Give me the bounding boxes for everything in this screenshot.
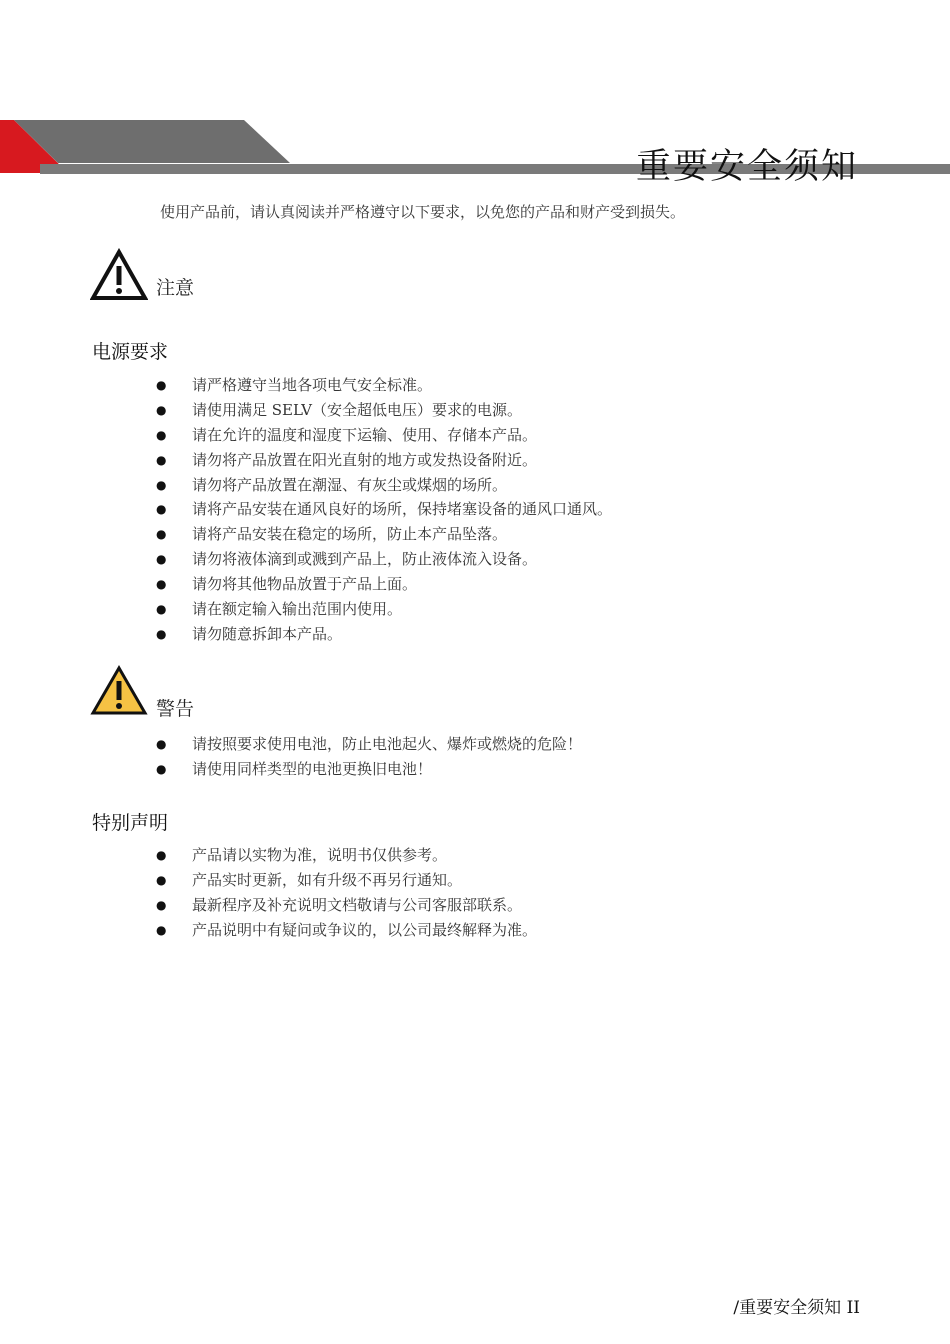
list-item (156, 757, 582, 782)
bullet-icon: ● (156, 848, 167, 862)
special-section-heading: 特别声明 (92, 812, 169, 834)
list-item (156, 572, 612, 597)
list-item (156, 622, 612, 647)
list-item-text: 请按照要求使用电池，防止电池起火、爆炸或燃烧的危险！ (192, 735, 583, 753)
list-item (156, 597, 612, 622)
list-item-text: 最新程序及补充说明文档敬请与公司客服部联系。 (192, 895, 523, 914)
list-item (156, 398, 612, 423)
banner-dark-tab (14, 120, 290, 163)
list-item (156, 522, 612, 547)
bullet-icon: ● (156, 477, 167, 492)
intro-text: 使用产品前，请认真阅读并严格遵守以下要求，以免您的产品和财产受到损失。 (160, 203, 686, 221)
list-item-text: 请勿随意拆卸本产品。 (192, 624, 343, 643)
bullet-icon: ● (156, 427, 167, 442)
list-item-text: 请勿将液体滴到或溅到产品上，防止液体流入设备。 (192, 550, 538, 569)
bullet-icon: ● (156, 872, 167, 887)
bullet-icon: ● (156, 378, 167, 392)
bullet-icon: ● (156, 602, 167, 617)
bullet-icon: ● (156, 527, 167, 542)
special-statement-list (156, 843, 537, 943)
bullet-icon: ● (156, 922, 167, 937)
bullet-icon: ● (156, 577, 167, 592)
list-item-text: 请将产品安装在稳定的场所，防止本产品坠落。 (192, 525, 508, 544)
list-item (156, 373, 612, 398)
list-item (156, 843, 537, 868)
list-item (156, 547, 612, 572)
list-item (156, 868, 537, 893)
bullet-icon: ● (156, 737, 167, 751)
page-title: 重要安全须知 (635, 147, 858, 188)
page-footer (733, 1293, 860, 1318)
list-item-text: 请在允许的温度和湿度下运输、使用、存储本产品。 (192, 425, 538, 444)
bullet-icon: ● (156, 502, 167, 517)
warning-triangle-icon (90, 665, 148, 717)
bullet-icon: ● (156, 402, 167, 417)
list-item (156, 448, 612, 473)
list-item-text: 产品实时更新，如有升级不再另行通知。 (192, 870, 463, 889)
page-number: II (846, 1298, 860, 1318)
bullet-icon: ● (156, 626, 167, 641)
caution-notice (90, 248, 194, 302)
list-item-text: 产品请以实物为准，说明书仅供参考。 (192, 846, 448, 864)
list-item-text: 请使用满足 SELV（安全超低电压）要求的电源。 (192, 400, 523, 419)
list-item (156, 497, 612, 522)
power-section-heading: 电源要求 (92, 341, 169, 363)
list-item-text: 请勿将产品放置在潮湿、有灰尘或煤烟的场所。 (192, 475, 508, 494)
list-item-text: 请在额定输入输出范围内使用。 (192, 600, 403, 619)
bullet-icon: ● (156, 897, 167, 912)
warning-notice (90, 660, 194, 721)
footer-prefix: / (733, 1298, 740, 1318)
list-item-text: 请严格遵守当地各项电气安全标准。 (192, 376, 433, 394)
bullet-icon: ● (156, 552, 167, 567)
list-item (156, 732, 582, 757)
list-item-text: 产品说明中有疑问或争议的，以公司最终解释为准。 (192, 920, 538, 939)
list-item-text: 请将产品安装在通风良好的场所，保持堵塞设备的通风口通风。 (192, 500, 613, 519)
caution-label: 注意 (156, 276, 195, 299)
power-requirements-list (156, 373, 612, 647)
list-item (156, 473, 612, 498)
warning-list (156, 732, 582, 782)
list-item-text: 请使用同样类型的电池更换旧电池！ (192, 759, 433, 778)
bullet-icon: ● (156, 452, 167, 467)
warning-label: 警告 (156, 698, 195, 720)
footer-title: 重要安全须知 (739, 1298, 842, 1318)
list-item (156, 918, 537, 943)
caution-triangle-icon (90, 248, 148, 302)
list-item (156, 893, 537, 918)
list-item (156, 423, 612, 448)
list-item-text: 请勿将其他物品放置于产品上面。 (192, 575, 418, 594)
bullet-icon: ● (156, 761, 167, 776)
list-item-text: 请勿将产品放置在阳光直射的地方或发热设备附近。 (192, 450, 538, 469)
